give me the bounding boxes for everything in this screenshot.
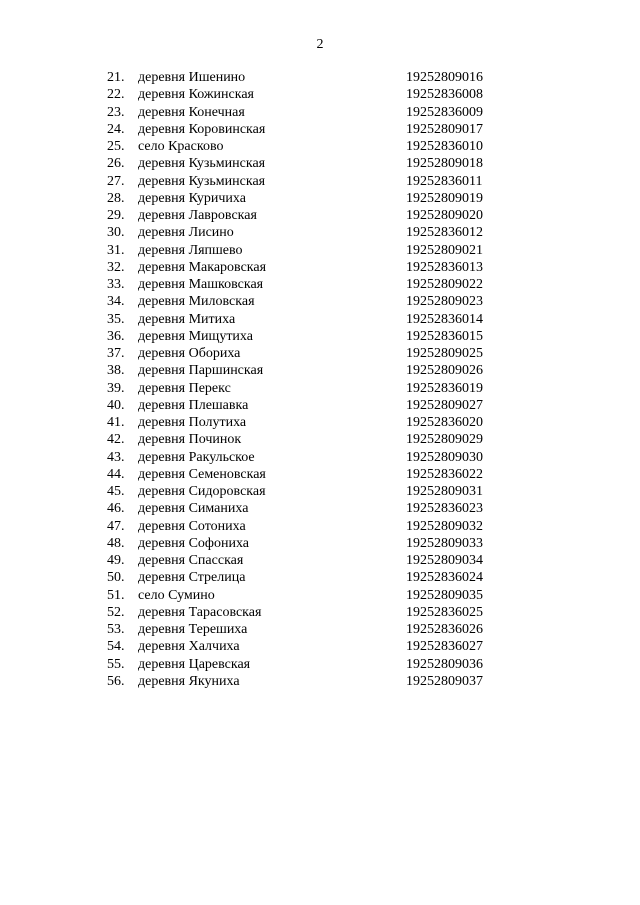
oktmo-code: 19252809026 [406, 363, 483, 379]
settlement-name: деревня Ишенино [138, 70, 246, 85]
list-item [0, 535, 640, 552]
item-number: 49. [107, 553, 125, 568]
list-item [0, 414, 640, 431]
oktmo-code: 19252836013 [406, 259, 483, 275]
oktmo-code: 19252836023 [406, 501, 483, 517]
list-item [0, 138, 640, 155]
oktmo-code: 19252809029 [406, 432, 483, 448]
page-number: 2 [316, 37, 324, 52]
settlement-name: деревня Спасская [138, 553, 244, 568]
item-number: 48. [107, 535, 125, 551]
list-item [0, 397, 640, 414]
list-item [0, 345, 640, 362]
settlement-name: деревня Ракульское [138, 449, 255, 465]
list-item [0, 552, 640, 569]
list-item [0, 224, 640, 241]
list-item [0, 121, 640, 138]
oktmo-code: 19252836009 [406, 104, 483, 120]
oktmo-code: 19252809019 [406, 190, 483, 206]
settlement-name: деревня Мищутиха [138, 328, 253, 344]
item-number: 43. [107, 449, 125, 465]
list-item [0, 311, 640, 328]
settlement-name: деревня Конечная [138, 104, 245, 120]
item-number: 29. [107, 208, 125, 223]
settlement-name: деревня Лисино [138, 225, 234, 241]
settlement-name: деревня Плешавка [138, 397, 249, 413]
item-number: 33. [107, 277, 125, 292]
settlement-name: село Красково [138, 139, 224, 154]
item-number: 30. [107, 225, 125, 241]
item-number: 38. [107, 363, 125, 379]
settlement-name: деревня Ляпшево [138, 242, 243, 258]
list-item [0, 155, 640, 172]
item-number: 31. [107, 242, 125, 258]
oktmo-code: 19252836014 [406, 311, 483, 327]
list-item [0, 173, 640, 190]
oktmo-code: 19252836025 [406, 604, 483, 620]
item-number: 28. [107, 190, 125, 206]
item-number: 35. [107, 311, 125, 327]
list-item [0, 86, 640, 103]
oktmo-code: 19252836019 [406, 380, 483, 396]
settlement-name: деревня Халчиха [138, 639, 240, 655]
item-number: 52. [107, 604, 125, 620]
list-item [0, 207, 640, 224]
list-item [0, 621, 640, 638]
oktmo-code: 19252836011 [406, 173, 483, 189]
oktmo-code: 19252836026 [406, 622, 483, 637]
list-item [0, 69, 640, 86]
item-number: 42. [107, 432, 125, 448]
settlement-name: деревня Терешиха [138, 622, 248, 637]
oktmo-code: 19252809030 [406, 449, 483, 465]
settlement-name: деревня Паршинская [138, 363, 264, 379]
item-number: 34. [107, 294, 125, 310]
item-number: 54. [107, 639, 125, 655]
item-number: 44. [107, 466, 125, 482]
oktmo-code: 19252836010 [406, 139, 483, 154]
item-number: 56. [107, 673, 125, 689]
settlement-name: село Сумино [138, 587, 215, 603]
oktmo-code: 19252809021 [406, 242, 483, 258]
oktmo-code: 19252836024 [406, 570, 483, 586]
settlement-name: деревня Сотониха [138, 518, 246, 534]
list-item [0, 466, 640, 483]
oktmo-code: 19252836020 [406, 415, 483, 430]
list-item [0, 587, 640, 604]
settlement-name: деревня Стрелица [138, 570, 246, 586]
settlement-name: деревня Лавровская [138, 208, 257, 223]
settlement-name: деревня Коровинская [138, 121, 266, 137]
oktmo-code: 19252809022 [406, 277, 483, 292]
settlement-name: деревня Тарасовская [138, 604, 262, 620]
oktmo-code: 19252809031 [406, 484, 483, 499]
list-item [0, 362, 640, 379]
settlement-name: деревня Машковская [138, 277, 264, 292]
oktmo-code: 19252809035 [406, 587, 483, 603]
list-item [0, 104, 640, 121]
item-number: 41. [107, 415, 125, 430]
list-item [0, 293, 640, 310]
list-item [0, 259, 640, 276]
settlement-name: деревня Куричиха [138, 190, 246, 206]
settlement-name: деревня Кожинская [138, 87, 254, 103]
item-number: 23. [107, 104, 125, 120]
list-item [0, 500, 640, 517]
item-number: 40. [107, 397, 125, 413]
settlement-name: деревня Софониха [138, 535, 250, 551]
settlement-name: деревня Кузьминская [138, 156, 266, 172]
item-number: 39. [107, 380, 125, 396]
item-number: 22. [107, 87, 125, 103]
settlement-name: деревня Якуниха [138, 673, 240, 689]
oktmo-code: 19252809016 [406, 70, 483, 85]
item-number: 26. [107, 156, 125, 172]
oktmo-code: 19252836022 [406, 466, 483, 482]
list-item [0, 483, 640, 500]
settlement-name: деревня Сидоровская [138, 484, 266, 499]
item-number: 53. [107, 622, 125, 637]
item-number: 47. [107, 518, 125, 534]
list-item [0, 656, 640, 673]
oktmo-code: 19252809025 [406, 346, 483, 361]
list-item [0, 449, 640, 466]
oktmo-code: 19252809032 [406, 518, 483, 534]
settlement-name: деревня Макаровская [138, 259, 267, 275]
settlement-name: деревня Митиха [138, 311, 236, 327]
settlement-name: деревня Полутиха [138, 415, 247, 430]
list-item [0, 569, 640, 586]
list-item [0, 380, 640, 397]
oktmo-code: 19252836027 [406, 639, 483, 655]
oktmo-code: 19252836008 [406, 87, 483, 103]
oktmo-code: 19252809027 [406, 397, 483, 413]
oktmo-code: 19252809023 [406, 294, 483, 310]
list-item [0, 276, 640, 293]
oktmo-code: 19252809017 [406, 121, 483, 137]
list-item [0, 518, 640, 535]
settlement-name: деревня Семеновская [138, 466, 266, 482]
list-item [0, 431, 640, 448]
list-item [0, 604, 640, 621]
item-number: 50. [107, 570, 125, 586]
item-number: 32. [107, 259, 125, 275]
settlement-list [0, 69, 640, 690]
item-number: 51. [107, 587, 125, 603]
item-number: 21. [107, 70, 125, 85]
oktmo-code: 19252836012 [406, 225, 483, 241]
list-item [0, 673, 640, 690]
oktmo-code: 19252809036 [406, 656, 483, 672]
item-number: 45. [107, 484, 125, 499]
item-number: 27. [107, 173, 125, 189]
list-item [0, 638, 640, 655]
item-number: 37. [107, 346, 125, 361]
oktmo-code: 19252809037 [406, 673, 483, 689]
settlement-name: деревня Перекс [138, 380, 231, 396]
oktmo-code: 19252809033 [406, 535, 483, 551]
settlement-name: деревня Обориха [138, 346, 241, 361]
list-item [0, 242, 640, 259]
settlement-name: деревня Кузьминская [138, 173, 266, 189]
item-number: 25. [107, 139, 125, 154]
item-number: 55. [107, 656, 125, 672]
item-number: 46. [107, 501, 125, 517]
oktmo-code: 19252809034 [406, 553, 483, 568]
settlement-name: деревня Починок [138, 432, 242, 448]
settlement-name: деревня Царевская [138, 656, 251, 672]
oktmo-code: 19252809018 [406, 156, 483, 172]
settlement-name: деревня Симаниха [138, 501, 249, 517]
item-number: 36. [107, 328, 125, 344]
list-item [0, 190, 640, 207]
list-item [0, 328, 640, 345]
oktmo-code: 19252809020 [406, 208, 483, 223]
item-number: 24. [107, 121, 125, 137]
oktmo-code: 19252836015 [406, 328, 483, 344]
settlement-name: деревня Миловская [138, 294, 255, 310]
